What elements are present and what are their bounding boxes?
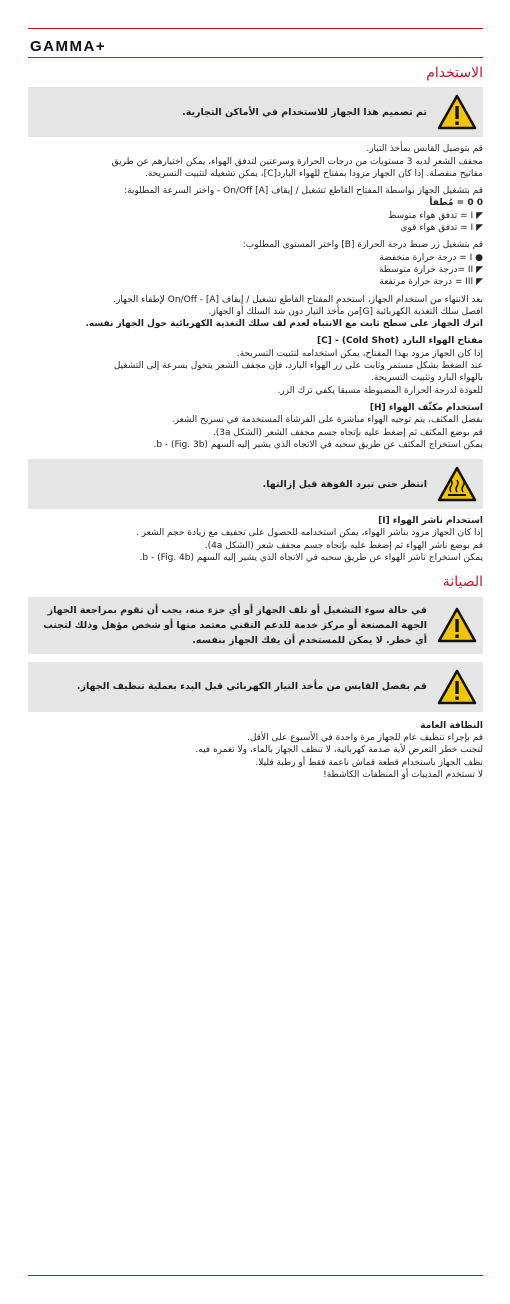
paragraph-switch-off: بعد الانتهاء من استخدام الجهاز، استخدم المفتاح القاطع تشغيل / إيقاف On/Off - [A] لإطفاء الجهاز. افصل سلك التغذية الكهربائية [G]من مأخذ التيار دون شد السلك أو الجهاز. اترك الجهاز على سطح ثابت مع الانتباه لعدم لف سلك التغذية الكهربائية حول الجهاز نفسه.: [85, 294, 483, 330]
usage-title: الاستخدام: [426, 65, 483, 81]
warning-text: انتظر حتى تبرد الفوهة قبل إزالتها.: [262, 478, 427, 490]
paragraph-diffuser: إذا كان الجهاز مزود بناشر الهواء، يمكن استخدامه للحصول على تجفيف مع زيادة حجم الشعر . قم بوضع ناشر الهواء ثم إضغط عليه بإتجاه جسم مجفف شعر (الشكل 4a). يمكن استخراج ناشر الهواء عن طريق سحبه في الاتجاه الذي يشير إليه السهم b - (Fig. 4b).: [135, 528, 483, 564]
warning-text: تم تصميم هذا الجهاز للاستخدام في الأماكن التجارية.: [182, 106, 427, 118]
brand-logo: GAMMA+: [30, 38, 107, 55]
top-rule: [28, 28, 483, 29]
paragraph-temperature: قم بتشغيل زر ضبط درجة الحرارة [B] واختر المستوى المطلوب: ● I = درجة حرارة منخفضة ◤ II =درجة حرارة متوسطة ◤ III = درجة حرارة مرتفعة: [242, 240, 483, 288]
dot-bullet-icon: ●: [472, 252, 483, 263]
arrow-bullet-icon: ◤: [473, 210, 483, 221]
paragraph-cleaning: قم بإجراء تنظيف عام للجهاز مرة واحدة في الأسبوع على الأقل. لتجنب خطر التعرض لأية صدمة كهربائية، لا تنظف الجهاز بالماء، ولا تغمره فيه. نظف الجهاز باستخدام قطعة قماش ناعمة فقط أو رطبة قليلا. لا تستخدم المذيبات أو المنظفات الكاشطة!: [195, 732, 483, 780]
warning-box-hot-nozzle: [28, 459, 483, 509]
paragraph-concentrator: بفضل المكثف، يتم توجيه الهواء مباشرة على الفرشاة المستخدمة في تسريح الشعر. قم بوضع المكثف ثم إضغط عليه بإتجاه جسم مجفف الشعر (الشكل 3a). يمكن استخراج المكثف عن طريق سحبه في الاتجاه الذي يشير إليه السهم b - (Fig. 3b).: [153, 415, 483, 450]
concentrator-heading: استخدام مكثّف الهواء [H]: [369, 402, 483, 413]
cleaning-heading: النظافة العامة: [420, 720, 483, 731]
warning-text: في حالة سوء التشغيل أو تلف الجهاز أو أي جزء منه، يجب أن تقوم بمراجعة الجهاز الجهة المصنعة أو مركز خدمة للدعم التقني معتمد منها أو شخص مؤهل وذلك لتجنب أي خطر. لا يمكن للمستخدم أن يفك الجهاز بنفسه.: [43, 604, 427, 646]
warning-box-commercial: [28, 87, 483, 137]
maintenance-title: الصيانة: [442, 574, 483, 591]
arrow-bullet-icon: ◤: [473, 264, 483, 275]
warning-triangle-icon: [437, 93, 477, 131]
arrow-bullet-icon: ◤: [473, 223, 483, 234]
arrow-bullet-icon: ◤: [473, 277, 483, 288]
cold-shot-heading: مفتاح الهواء البارد (Cold Shot) - [C]: [317, 336, 483, 347]
warning-triangle-icon: [437, 668, 477, 706]
hot-surface-icon: [437, 465, 477, 503]
header-rule: [28, 57, 483, 58]
manual-content: [28, 60, 483, 786]
warning-box-unplug: [28, 662, 483, 712]
paragraph-speed: قم بتشغيل الجهاز بواسطة المفتاح القاطع تشغيل / إيقاف On/Off [A] - واختر السرعة المطلوبة: 0 0 = مُطفأ ◤ I = تدفق هواء متوسط ◤ I = تدفق هواء قوي: [124, 186, 483, 234]
paragraph-cold-shot: إذا كان الجهاز مزود بهذا المفتاح، يمكن استخدامه لتثبيت التسريحة. عند الضغط بشكل مستمر وثابت على زر الهواء البارد، فإن مجفف الشعر يتحول بسرعة إلى التشغيل بالهواء البارد وتثبيت التسريحة. للعودة لدرجة الحرارة المضبوطة مسبقا يكفي ترك الزر.: [113, 348, 483, 396]
paragraph-intro: قم بتوصيل القابس بمأخذ التيار. مجفف الشعر لديه 3 مستويات من درجات الحرارة وسرعتين لتدفق الهواء، يمكن اختيارهم عن طريق مفاتيح منفصلة. إذا كان الجهاز مزودا بمفتاح للهواء البارد[C]، يمكن تشغيله لتثبيت التسريحة.: [111, 144, 483, 179]
footer-rule: [28, 1275, 483, 1276]
warning-triangle-icon: [437, 606, 477, 644]
diffuser-heading: استخدام ناشر الهواء [I]: [378, 516, 483, 527]
warning-box-damage: [28, 597, 483, 654]
warning-text: قم بفصل القابس من مأخذ التيار الكهربائي قبل البدء بعملية تنظيف الجهاز.: [76, 681, 427, 693]
